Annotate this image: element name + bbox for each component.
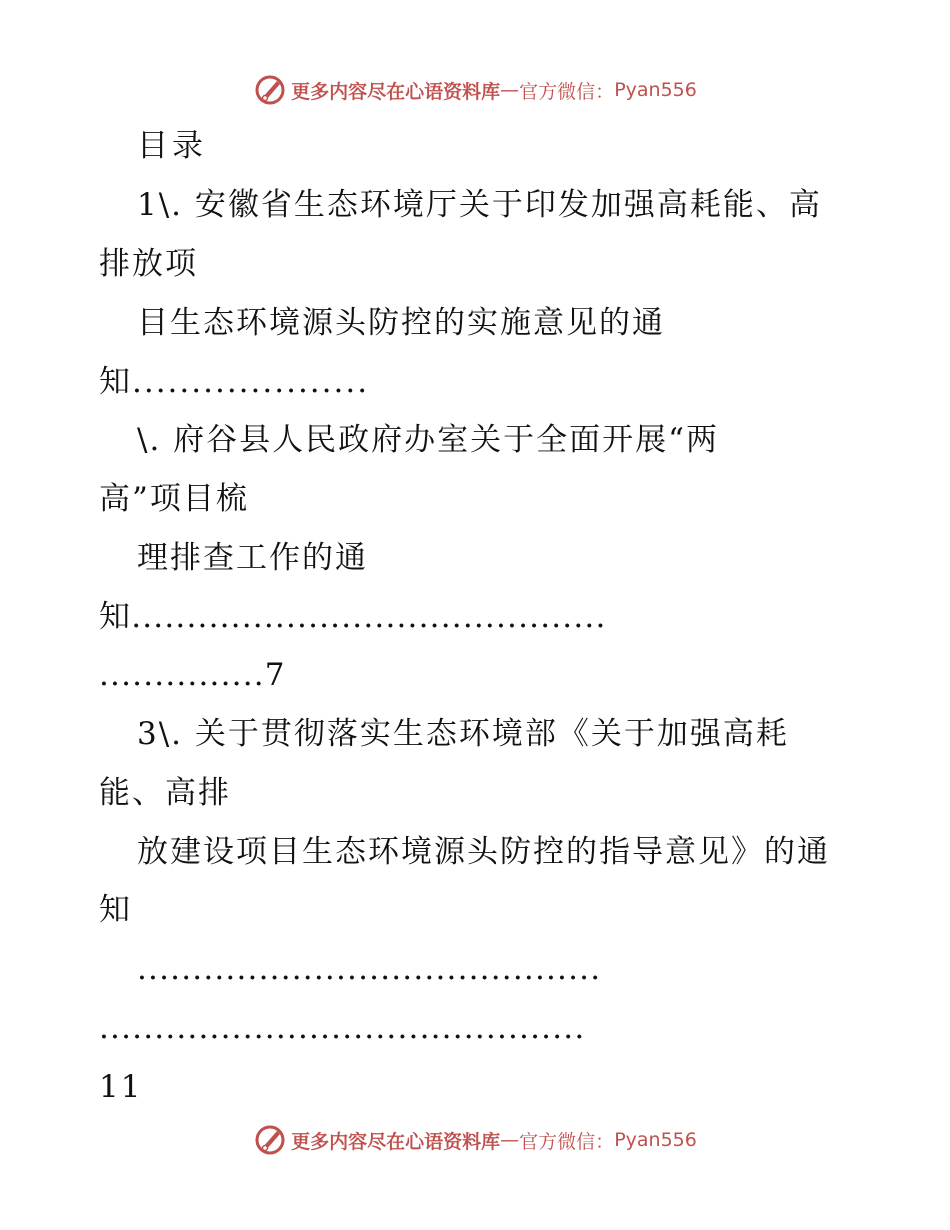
toc-entry-3-page: 11	[99, 1069, 143, 1105]
watermark-official-label: 官方微信：	[519, 80, 615, 103]
pen-nib-circle-icon	[253, 1123, 287, 1157]
watermark-official-label: 官方微信：	[519, 1130, 615, 1153]
toc-entry-3-leader-1: ..........................................	[137, 951, 602, 987]
watermark-id: Pyan556	[614, 1129, 697, 1151]
toc-entry-2-line-3: 理排查工作的通	[137, 540, 368, 576]
toc-entry-3-leader-2: ............................................	[99, 1010, 586, 1046]
toc-title: 目录	[137, 128, 207, 164]
toc-entry-2-line-1: \. 府谷县人民政府办室关于全面开展“两	[137, 422, 719, 458]
watermark-id: Pyan556	[614, 79, 697, 101]
toc-entry-3-line-1: 3\. 关于贯彻落实生态环境部《关于加强高耗	[137, 716, 789, 752]
footer-watermark	[0, 1122, 950, 1158]
watermark-main-text: 更多内容尽在心语资料库	[291, 1130, 501, 1153]
toc-entry-1-line-1: 1\. 安徽省生态环境厅关于印发加强高耗能、高	[137, 187, 822, 223]
toc-entry-2-line-4: 知...........................................	[99, 599, 607, 635]
toc-entry-2-page: ...............7	[99, 657, 286, 693]
toc-entry-3-line-4: 知	[99, 892, 132, 928]
toc-entry-3-line-2: 能、高排	[99, 775, 231, 811]
toc-entry-3-line-3: 放建设项目生态环境源头防控的指导意见》的通	[137, 834, 830, 870]
toc-entry-1-line-3: 目生态环境源头防控的实施意见的通	[137, 305, 665, 341]
toc-entry-2-line-2: 高”项目梳	[99, 481, 249, 517]
watermark-dash: —	[500, 79, 520, 101]
toc-entry-1-line-2: 排放项	[99, 246, 198, 282]
toc-entry-1-line-4: 知....................	[99, 364, 370, 400]
watermark-main-text: 更多内容尽在心语资料库	[291, 80, 501, 103]
watermark-dash: —	[500, 1129, 520, 1151]
